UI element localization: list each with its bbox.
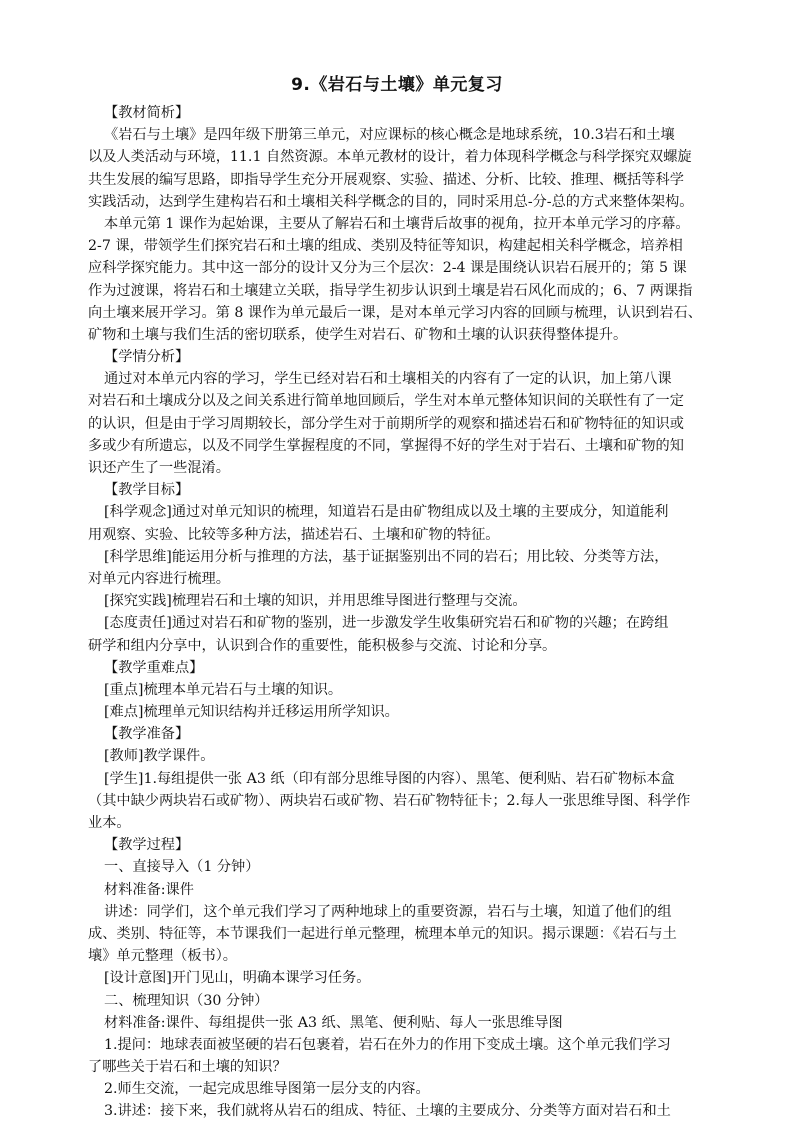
text-line: 以及人类活动与环境，11.1 自然资源。本单元教材的设计，着力体现科学概念与科学探究双螺旋 xyxy=(88,149,692,166)
text-line: 应科学探究能力。其中这一部分的设计又分为三个层次：2-4 课是围绕认识岩石展开的；第 5 课 xyxy=(88,260,687,277)
text-line: 研学和组内分享中，认识到合作的重要性，能积极参与交流、讨论和分享。 xyxy=(88,637,557,654)
text-line: 的认识，但是由于学习周期较长，部分学生对于前期所学的观察和描述岩石和矿物特征的知识或 xyxy=(88,415,684,432)
text-line: 通过对本单元内容的学习，学生已经对岩石和土壤相关的内容有了一定的认识，加上第八课 xyxy=(104,371,672,388)
text-line: 用观察、实验、比较等多种方法，描述岩石、土壤和矿物的特征。 xyxy=(88,526,500,543)
document-body xyxy=(88,102,714,1123)
section-heading: 【教学目标】 xyxy=(104,482,190,499)
text-line: 《岩石与土壤》是四年级下册第三单元，对应课标的核心概念是地球系统，10.3岩石和土壤 xyxy=(104,127,675,144)
text-line: 2-7 课，带领学生们探究岩石和土壤的组成、类别及特征等知识，构建起相关科学概念，培养相 xyxy=(88,238,683,255)
text-line: 材料准备:课件、每组提供一张 A3 纸、黑笔、便利贴、每人一张思维导图 xyxy=(104,1014,563,1031)
text-line: 实践活动，达到学生建构岩石和土壤相关科学概念的目的，同时采用总-分-总的方式来整体架构。 xyxy=(88,193,694,210)
text-line: [态度责任]通过对岩石和矿物的鉴别，进一步激发学生收集研究岩石和矿物的兴趣；在跨组 xyxy=(104,615,669,632)
text-line: [难点]梳理单元知识结构并迁移运用所学知识。 xyxy=(104,704,399,721)
text-line: 作为过渡课，将岩石和土壤建立关联，指导学生初步认识到土壤是岩石风化而成的；6、7 两课指 xyxy=(88,282,693,299)
text-line: 共生发展的编写思路，即指导学生充分开展观察、实验、描述、分析、比较、推理、概括等科学 xyxy=(88,171,684,188)
text-line: 1.提问：地球表面被坚硬的岩石包裹着，岩石在外力的作用下变成土壤。这个单元我们学习 xyxy=(104,1036,671,1053)
text-line: [科学观念]通过对单元知识的梳理，知道岩石是由矿物组成以及土壤的主要成分，知道能利 xyxy=(104,504,669,521)
text-line: 对岩石和土壤成分以及之间关系进行简单地回顾后，学生对本单元整体知识间的关联性有了一定 xyxy=(88,393,684,410)
text-line: 成、类别、特征等，本节课我们一起进行单元整理，梳理本单元的知识。揭示课题：《岩石与土 xyxy=(88,925,677,942)
text-line: [设计意图]开门见山，明确本课学习任务。 xyxy=(104,970,371,987)
text-line: 材料准备:课件 xyxy=(104,881,194,898)
text-line: 识还产生了一些混淆。 xyxy=(88,460,230,476)
text-line: （其中缺少两块岩石或矿物）、两块岩石或矿物、岩石矿物特征卡；2.每人一张思维导图、科学作 xyxy=(88,792,691,809)
text-line: 3.讲述：接下来，我们就将从岩石的组成、特征、土壤的主要成分、分类等方面对岩石和土 xyxy=(104,1103,671,1120)
section-heading: 【学情分析】 xyxy=(104,349,190,366)
text-line: 2.师生交流，一起完成思维导图第一层分支的内容。 xyxy=(104,1081,430,1098)
text-line: 壤》单元整理（板书）。 xyxy=(88,948,237,965)
text-line: [科学思维]能运用分析与推理的方法，基于证据鉴别出不同的岩石；用比较、分类等方法， xyxy=(104,548,669,565)
section-heading: 【教材简析】 xyxy=(104,105,190,121)
document-title: 9.《岩石与土壤》单元复习 xyxy=(291,75,503,95)
text-line: [教师]教学课件。 xyxy=(104,748,215,765)
text-line: [学生]1.每组提供一张 A3 纸（印有部分思维导图的内容）、黑笔、便利贴、岩石矿物标本盒 xyxy=(104,770,675,787)
text-line: 一、直接导入（1 分钟） xyxy=(104,859,260,876)
text-line: [探究实践]梳理岩石和土壤的知识，并用思维导图进行整理与交流。 xyxy=(104,593,527,610)
text-line: 多或少有所遗忘，以及不同学生掌握程度的不同，掌握得不好的学生对于岩石、土壤和矿物的知 xyxy=(88,437,684,454)
text-line: 矿物和土壤与我们生活的密切联系，使学生对岩石、矿物和土壤的认识获得整体提升。 xyxy=(88,326,628,343)
text-line: 本单元第 1 课作为起始课，主要从了解岩石和土壤背后故事的视角，拉开本单元学习的序幕。 xyxy=(104,215,690,232)
section-heading: 【教学准备】 xyxy=(104,726,190,743)
text-line: 了哪些关于岩石和土壤的知识？ xyxy=(88,1059,287,1076)
text-line: 向土壤来展开学习。第 8 课作为单元最后一课，是对本单元学习内容的回顾与梳理，认识到岩石、 xyxy=(88,304,702,321)
text-line: 二、梳理知识（30 分钟） xyxy=(104,992,269,1009)
section-heading: 【教学过程】 xyxy=(104,837,190,854)
text-line: [重点]梳理本单元岩石与土壤的知识。 xyxy=(104,681,343,698)
text-line: 业本。 xyxy=(88,815,131,831)
text-line: 对单元内容进行梳理。 xyxy=(88,570,230,587)
text-line: 讲述：同学们，这个单元我们学习了两种地球上的重要资源，岩石与土壤，知道了他们的组 xyxy=(104,903,672,920)
section-heading: 【教学重难点】 xyxy=(104,659,204,676)
